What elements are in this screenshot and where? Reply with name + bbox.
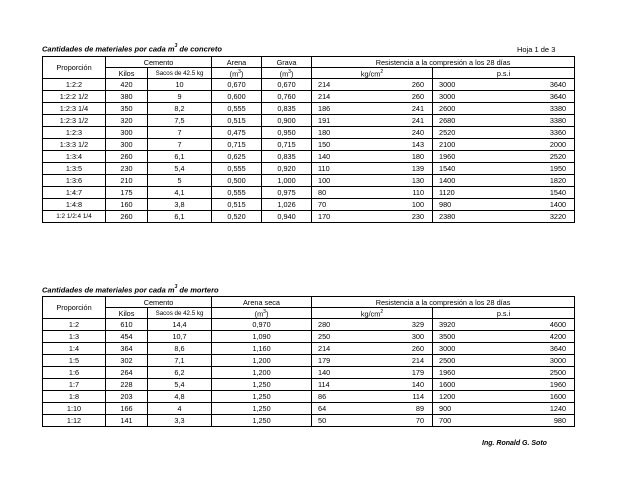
table-cell: 260 [350,79,433,91]
table-cell: 1,200 [212,367,312,379]
table-cell: 4,1 [148,187,212,199]
table-cell: 1:3:3 1/2 [43,139,106,151]
table-cell: 1:4:8 [43,199,106,211]
table-cell: 1:3:6 [43,175,106,187]
table-cell: 3640 [483,91,575,103]
table-cell: 214 [312,79,350,91]
table-row [43,403,575,415]
table-row [43,79,575,91]
table-cell: 50 [312,415,350,427]
table-row [43,175,575,187]
table-cell: 1:10 [43,403,106,415]
table-cell: 3000 [483,355,575,367]
table-cell: 0,555 [212,103,262,115]
table-cell: 980 [433,199,483,211]
header-arena: Arena [212,57,262,68]
table-cell: 1,250 [212,403,312,415]
table-cell: 214 [312,91,350,103]
table-cell: 1540 [433,163,483,175]
table-cell: 203 [106,391,148,403]
table-cell: 1400 [433,175,483,187]
table-cell: 4600 [483,319,575,331]
table-cell: 214 [312,343,350,355]
table-cell: 180 [312,127,350,139]
table-cell: 0,625 [212,151,262,163]
table-cell: 2520 [433,127,483,139]
table-cell: 2520 [483,151,575,163]
table-cell: 191 [312,115,350,127]
table-row [43,211,575,223]
header-arena-seca: Arena seca [212,297,312,308]
table-cell: 3000 [433,91,483,103]
table-cell: 3640 [483,343,575,355]
table-cell: 0,475 [212,127,262,139]
header-resistencia: Resistencia a la compresión a los 28 días [312,57,575,68]
table-cell: 89 [350,403,433,415]
table-cell: 3380 [483,115,575,127]
table-cell: 179 [312,355,350,367]
page-label: Hoja 1 de 3 [517,45,556,54]
mortar-title-suffix: de mortero [177,285,219,295]
table-cell: 1,160 [212,343,312,355]
table-cell: 1200 [433,391,483,403]
table-cell: 454 [106,331,148,343]
table-cell: 280 [312,319,350,331]
table-cell: 166 [106,403,148,415]
table-cell: 110 [312,163,350,175]
table-cell: 0,835 [262,103,312,115]
table-cell: 1960 [433,151,483,163]
table-cell: 230 [106,163,148,175]
header-arena-unit: $(m^3)$ [212,68,262,79]
header-sacos: Sacos de 42.5 kg [148,68,212,79]
table-cell: 1:3 [43,331,106,343]
table-cell: 3500 [433,331,483,343]
table-cell: 1960 [483,379,575,391]
table-cell: 110 [350,187,433,199]
table-cell: 350 [106,103,148,115]
table-cell: 2500 [483,367,575,379]
table-row [43,163,575,175]
concrete-title-text: Cantidades de materiales por cada m [42,44,175,54]
concrete-table-title [42,44,222,54]
table-cell: 100 [312,175,350,187]
table-cell: 300 [350,331,433,343]
table-cell: 1:2:2 [43,79,106,91]
table-cell: 364 [106,343,148,355]
table-cell: 1:2 [43,319,106,331]
table-cell: 1:4:7 [43,187,106,199]
table-cell: 10,7 [148,331,212,343]
table-cell: 10 [148,79,212,91]
table-cell: 0,715 [262,139,312,151]
table-cell: 80 [312,187,350,199]
header-kilos: Kilos [106,308,148,319]
table-cell: 3360 [483,127,575,139]
table-cell: 241 [350,115,433,127]
table-cell: 1120 [433,187,483,199]
table-cell: 175 [106,187,148,199]
table-row [43,343,575,355]
table-cell: 180 [350,151,433,163]
table-cell: 210 [106,175,148,187]
table-cell: 260 [350,91,433,103]
table-cell: 8,6 [148,343,212,355]
table-cell: 2000 [483,139,575,151]
table-cell: 300 [106,127,148,139]
header-sacos: Sacos de 42.5 kg [148,308,212,319]
table-cell: 5,4 [148,163,212,175]
header-psi: p.s.i [433,68,575,79]
table-cell: 241 [350,103,433,115]
table-cell: 5,4 [148,379,212,391]
table-cell: 1:5 [43,355,106,367]
table-cell: 1:2:2 1/2 [43,91,106,103]
table-cell: 4,8 [148,391,212,403]
table-cell: 1:6 [43,367,106,379]
table-cell: 64 [312,403,350,415]
table-cell: 6,1 [148,151,212,163]
table-row [43,319,575,331]
table-row [43,151,575,163]
header-resistencia: Resistencia a la compresión a los 28 días [312,297,575,308]
table-cell: 0,715 [212,139,262,151]
table-cell: 380 [106,91,148,103]
table-cell: 230 [350,211,433,223]
table-cell: 300 [106,139,148,151]
table-cell: 114 [350,391,433,403]
table-cell: 3640 [483,79,575,91]
table-cell: 700 [433,415,483,427]
table-cell: 9 [148,91,212,103]
table-cell: 7,5 [148,115,212,127]
table-cell: 143 [350,139,433,151]
header-cemento: Cemento [106,57,212,68]
table-cell: 2500 [433,355,483,367]
table-cell: 1600 [433,379,483,391]
table-cell: 140 [312,151,350,163]
table-cell: 3920 [433,319,483,331]
header-kgcm2: $kg/cm^2$ [312,308,433,319]
table-cell: 1960 [433,367,483,379]
table-cell: 0,515 [212,115,262,127]
table-cell: 1,000 [262,175,312,187]
table-cell: 0,970 [212,319,312,331]
table-cell: 0,500 [212,175,262,187]
table-cell: 0,975 [262,187,312,199]
author-signature: Ing. Ronald G. Soto [482,440,547,447]
table-cell: 70 [350,415,433,427]
table-row [43,367,575,379]
table-cell: 0,670 [262,79,312,91]
table-cell: 0,555 [212,163,262,175]
table-cell: 264 [106,367,148,379]
table-cell: 7 [148,139,212,151]
table-cell: 1,250 [212,391,312,403]
mortar-table [42,296,575,427]
table-cell: 214 [350,355,433,367]
table-cell: 6,2 [148,367,212,379]
table-cell: 3,8 [148,199,212,211]
table-cell: 1:2 1/2:4 1/4 [43,211,106,223]
table-cell: 1:12 [43,415,106,427]
header-proporcion: Proporción [43,297,106,319]
table-row [43,199,575,211]
table-row [43,187,575,199]
table-cell: 86 [312,391,350,403]
table-cell: 1:2:3 1/4 [43,103,106,115]
table-cell: 302 [106,355,148,367]
table-row [43,355,575,367]
table-cell: 0,900 [262,115,312,127]
table-cell: 170 [312,211,350,223]
header-grava-unit: $(m^3)$ [262,68,312,79]
table-cell: 1540 [483,187,575,199]
table-cell: 1:3:4 [43,151,106,163]
table-cell: 329 [350,319,433,331]
table-cell: 1:7 [43,379,106,391]
table-cell: 160 [106,199,148,211]
table-cell: 260 [350,343,433,355]
header-grava: Grava [262,57,312,68]
table-cell: 0,920 [262,163,312,175]
table-cell: 3000 [433,343,483,355]
table-cell: 0,670 [212,79,262,91]
table-row [43,115,575,127]
table-cell: 0,950 [262,127,312,139]
table-cell: 4 [148,403,212,415]
table-row [43,391,575,403]
table-cell: 114 [312,379,350,391]
table-cell: 260 [106,211,148,223]
table-cell: 150 [312,139,350,151]
table-cell: 1:2:3 [43,127,106,139]
table-cell: 3220 [483,211,575,223]
mortar-title-text: Cantidades de materiales por cada m [42,285,175,295]
table-cell: 0,835 [262,151,312,163]
table-cell: 7,1 [148,355,212,367]
mortar-title-sup: 3 [174,284,178,290]
table-cell: 4200 [483,331,575,343]
table-cell: 0,760 [262,91,312,103]
table-cell: 980 [483,415,575,427]
table-cell: 240 [350,127,433,139]
table-cell: 0,940 [262,211,312,223]
table-cell: 2600 [433,103,483,115]
table-row [43,379,575,391]
table-cell: 1400 [483,199,575,211]
table-cell: 320 [106,115,148,127]
table-cell: 130 [350,175,433,187]
table-cell: 228 [106,379,148,391]
table-cell: 0,555 [212,187,262,199]
table-cell: 0,515 [212,199,262,211]
table-cell: 1,200 [212,355,312,367]
table-cell: 6,1 [148,211,212,223]
table-row [43,103,575,115]
table-row [43,91,575,103]
table-cell: 3,3 [148,415,212,427]
header-proporcion: Proporción [43,57,106,79]
mortar-table-title [42,285,219,295]
table-cell: 14,4 [148,319,212,331]
table-cell: 2100 [433,139,483,151]
table-cell: 610 [106,319,148,331]
table-cell: 1,026 [262,199,312,211]
table-cell: 1:2:3 1/2 [43,115,106,127]
concrete-title-suffix: de concreto [177,44,222,54]
concrete-title-sup: 3 [174,43,178,49]
header-kilos: Kilos [106,68,148,79]
table-cell: 7 [148,127,212,139]
concrete-table [42,56,575,223]
table-cell: 0,520 [212,211,262,223]
table-cell: 250 [312,331,350,343]
table-cell: 1820 [483,175,575,187]
table-cell: 141 [106,415,148,427]
table-cell: 900 [433,403,483,415]
table-cell: 260 [106,151,148,163]
table-cell: 186 [312,103,350,115]
table-cell: 140 [312,367,350,379]
table-row [43,415,575,427]
table-cell: 0,600 [212,91,262,103]
header-psi: p.s.i [433,308,575,319]
table-row [43,331,575,343]
table-cell: 1:3:5 [43,163,106,175]
header-cemento: Cemento [106,297,212,308]
header-arena-unit: $(m^3)$ [212,308,312,319]
table-row [43,127,575,139]
table-cell: 1600 [483,391,575,403]
table-cell: 8,2 [148,103,212,115]
table-cell: 70 [312,199,350,211]
table-cell: 139 [350,163,433,175]
table-cell: 2680 [433,115,483,127]
table-cell: 100 [350,199,433,211]
table-cell: 420 [106,79,148,91]
table-cell: 3380 [483,103,575,115]
table-cell: 1:4 [43,343,106,355]
table-cell: 1,250 [212,415,312,427]
table-cell: 5 [148,175,212,187]
table-cell: 1,250 [212,379,312,391]
table-cell: 2380 [433,211,483,223]
table-cell: 1:8 [43,391,106,403]
table-row [43,139,575,151]
table-cell: 140 [350,379,433,391]
header-kgcm2: $kg/cm^2$ [312,68,433,79]
table-cell: 1240 [483,403,575,415]
table-cell: 179 [350,367,433,379]
table-cell: 1,090 [212,331,312,343]
table-cell: 1950 [483,163,575,175]
table-cell: 3000 [433,79,483,91]
